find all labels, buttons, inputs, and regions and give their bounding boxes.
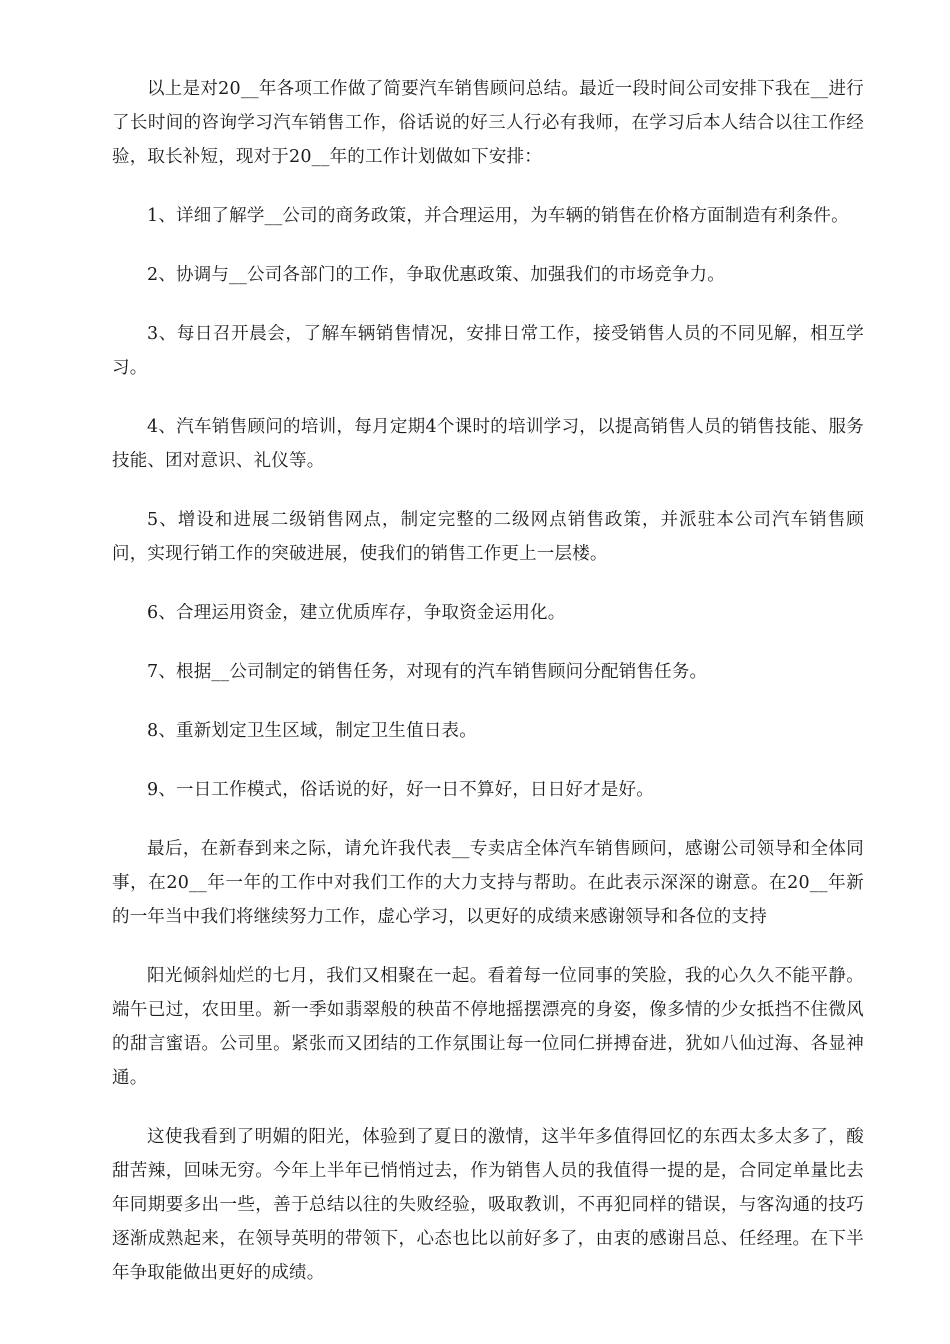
plan-item-3: 3、每日召开晨会，了解车辆销售情况，安排日常工作，接受销售人员的不同见解，相互学习。 [112, 324, 864, 378]
plan-item-4: 4、汽车销售顾问的培训，每月定期4个课时的培训学习，以提高销售人员的销售技能、服务技能、团对意识、礼仪等。 [112, 417, 864, 471]
plan-item-5: 5、增设和进展二级销售网点，制定完整的二级网点销售政策，并派驻本公司汽车销售顾问，实现行销工作的突破进展，使我们的销售工作更上一层楼。 [112, 510, 864, 564]
plan-item-8: 8、重新划定卫生区域，制定卫生值日表。 [147, 721, 477, 741]
closing-paragraph: 最后，在新春到来之际，请允许我代表__专卖店全体汽车销售顾问，感谢公司领导和全体同事，在20__年一年的工作中对我们工作的大力支持与帮助。在此表示深深的谢意。在20__年新的一年当中我们将继续努力工作，虚心学习，以更好的成绩来感谢领导和各位的支持 [112, 839, 864, 927]
intro-paragraph: 以上是对20__年各项工作做了简要汽车销售顾问总结。最近一段时间公司安排下我在__进行了长时间的咨询学习汽车销售工作，俗话说的好三人行必有我师，在学习后本人结合以往工作经验，取长补短，现对于20__年的工作计划做如下安排： [112, 79, 864, 167]
plan-item-6: 6、合理运用资金，建立优质库存，争取资金运用化。 [147, 603, 566, 623]
plan-item-1: 1、详细了解学__公司的商务政策，并合理运用，为车辆的销售在价格方面制造有利条件。 [147, 206, 849, 226]
half-year-paragraph: 这使我看到了明媚的阳光，体验到了夏日的激情，这半年多值得回忆的东西太多太多了，酸甜苦辣，回味无穷。今年上半年已悄悄过去，作为销售人员的我值得一提的是，合同定单量比去年同期要多出一些，善于总结以往的失败经验，吸取教训，不再犯同样的错误，与客沟通的技巧逐渐成熟起来，在领导英明的带领下，心态也比以前好多了，由衷的感谢吕总、任经理。在下半年争取能做出更好的成绩。 [112, 1127, 864, 1283]
plan-item-9: 9、一日工作模式，俗话说的好，好一日不算好，日日好才是好。 [147, 780, 654, 800]
plan-item-7: 7、根据__公司制定的销售任务，对现有的汽车销售顾问分配销售任务。 [147, 662, 708, 682]
july-paragraph: 阳光倾斜灿烂的七月，我们又相聚在一起。看着每一位同事的笑脸，我的心久久不能平静。端午已过，农田里。新一季如翡翠般的秧苗不停地摇摆漂亮的身姿，像多情的少女抵挡不住微风的甜言蜜语。公司里。紧张而又团结的工作氛围让每一位同仁拼搏奋进，犹如八仙过海、各显神通。 [112, 966, 864, 1088]
plan-item-2: 2、协调与__公司各部门的工作，争取优惠政策、加强我们的市场竞争力。 [147, 265, 725, 285]
